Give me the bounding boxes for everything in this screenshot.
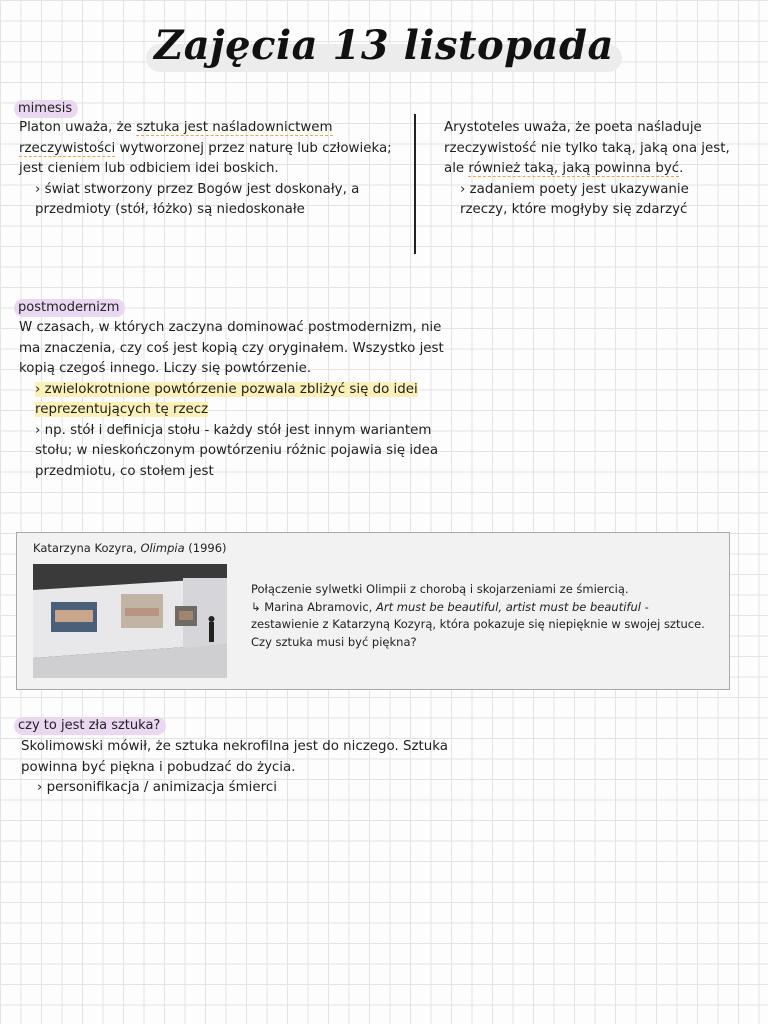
artwork-line-2 [251, 599, 711, 652]
caption-work: Olimpia [140, 541, 185, 555]
aristotle-text-c: . [679, 161, 684, 176]
gallery-photo [33, 564, 227, 678]
plato-paragraph [19, 118, 394, 180]
highlighted-text: › zwielokrotnione powtórzenie pozwala zbliżyć się do idei reprezentujących tę rzecz [35, 381, 418, 417]
abramovic-work: Art must be beautiful, artist must be beautiful [376, 599, 641, 614]
abramovic-rest: - zestawienie z Katarzyną Kozyrą, która pokazuje się niepięknie w swojej sztuce. Czy sztuka musi być piękna? [251, 599, 705, 649]
caption-author: Katarzyna Kozyra, [33, 541, 141, 555]
aristotle-bullet: › zadaniem poety jest ukazywanie rzeczy, które mogłyby się zdarzyć [460, 181, 689, 217]
plato-text-underlined: sztuka jest naśladownictwem rzeczywistości [19, 120, 333, 156]
postmodernism-bullet-example: › np. stół i definicja stołu - każdy stół jest innym wariantem stołu; w nieskończonym powtórzeniu różnic pojawia się idea przedmiotu, co stołem jest [35, 422, 439, 479]
artwork-description [251, 581, 711, 651]
artwork-box [16, 532, 730, 690]
artwork-line-1: Połączenie sylwetki Olimpii z chorobą i skojarzeniami ze śmiercią. [251, 582, 629, 596]
abramovic-name: Marina Abramovic, [264, 599, 376, 614]
page-title: Zajęcia 13 listopada [154, 22, 614, 69]
aristotle-text-a: Arystoteles uważa, że poeta naśladuje rzeczywistość nie tylko taką, jaką ona jest, ale [444, 120, 730, 176]
arrow-icon: ↳ [251, 599, 265, 614]
artwork-caption [33, 541, 227, 555]
postmodernism-paragraph: W czasach, w których zaczyna dominować postmodernizm, nie ma znaczenia, czy coś jest kopią czy oryginałem. Wszystko jest kopią czegoś innego. Liczy się powtórzenie. [19, 320, 444, 376]
aristotle-paragraph [444, 118, 739, 180]
bad-art-bullet: › personifikacja / animizacja śmierci [37, 780, 277, 795]
bad-art-text [21, 737, 501, 799]
postmodernism-text [19, 318, 459, 482]
bad-art-paragraph: Skolimowski mówił, że sztuka nekrofilna jest do niczego. Sztuka powinna być piękna i pobudzać do życia. [21, 739, 448, 775]
section-tag-mimesis: mimesis [14, 100, 78, 118]
postmodernism-bullet-highlight [19, 380, 459, 421]
caption-year: (1996) [184, 541, 227, 555]
section-tag-bad-art: czy to jest zła sztuka? [14, 717, 166, 735]
mimesis-plato-text [19, 118, 394, 221]
column-divider [414, 114, 416, 254]
mimesis-aristotle-text [444, 118, 739, 221]
gallery-illustration [33, 564, 227, 678]
aristotle-text-underlined: również taką, jaką powinna być [468, 161, 680, 176]
plato-text-a: Platon uważa, że [19, 120, 137, 135]
section-tag-postmodernism: postmodernizm [14, 299, 125, 317]
plato-bullet: › świat stworzony przez Bogów jest doskonały, a przedmioty (stół, łóżko) są niedoskonałe [35, 181, 360, 217]
plato-text-c: wytworzonej przez naturę lub człowieka; jest cieniem lub odbiciem idei boskich. [19, 140, 392, 176]
